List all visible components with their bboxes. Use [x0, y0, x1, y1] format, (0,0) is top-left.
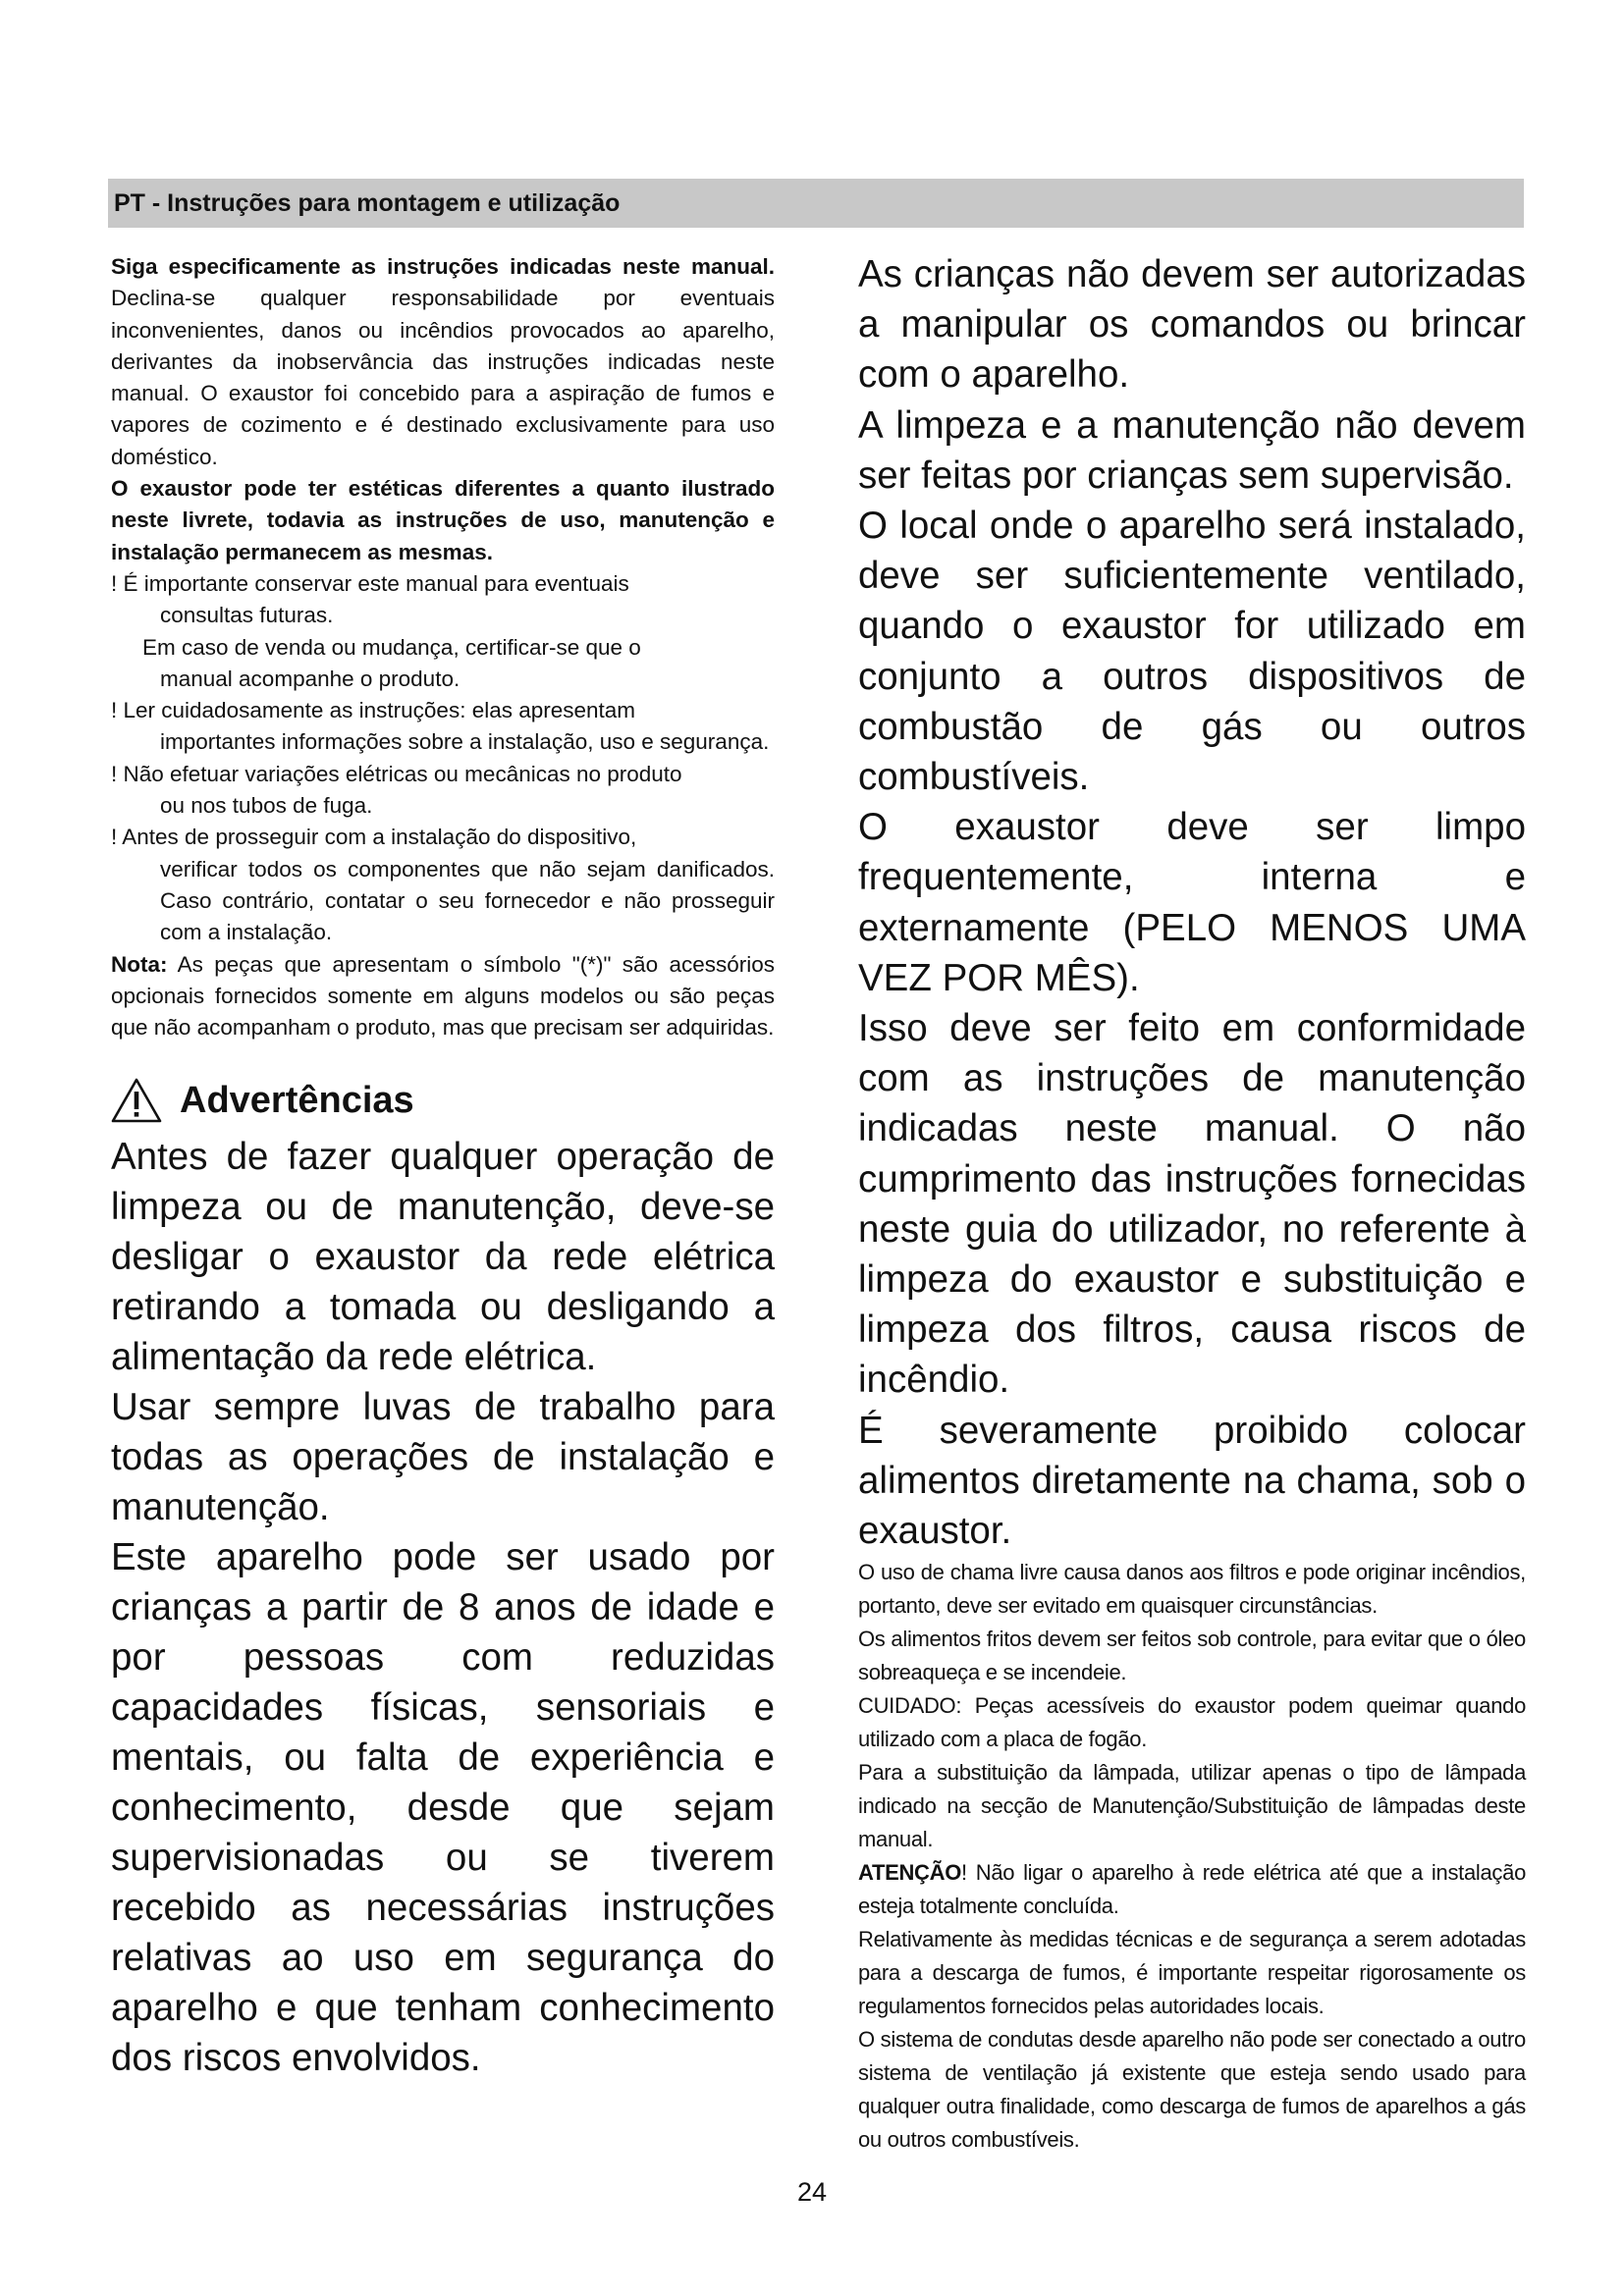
warning-no-flame: É severamente proibido colocar alimentos diretamente na chama, sob o exaustor. — [858, 1409, 1526, 1553]
page-number: 24 — [796, 2177, 828, 2207]
warning-gloves: Usar sempre luvas de trabalho para todas as operações de instalação e manutenção. — [111, 1386, 775, 1529]
section-title: PT - Instruções para montagem e utilização — [114, 189, 621, 217]
attention-text: ! Não ligar o aparelho à rede elétrica até que a instalação esteja totalmente concluída. — [858, 1860, 1526, 1919]
intro-rest: Declina-se qualquer responsabilidade por eventuais inconvenientes, danos ou incêndios provocados ao aparelho, derivantes da inobservância das instruções indicadas neste manual. O exaustor foi concebido para a aspiração de fumos e vapores de cozimento e é destinado exclusivamente para uso doméstico. — [111, 286, 775, 469]
bullet-sale-move — [111, 632, 775, 696]
bullet-continuation: ou nos tubos de fuga. — [160, 793, 373, 819]
bullet-line: ! É importante conservar este manual para eventuais — [111, 570, 629, 596]
bullet-continuation: importantes informações sobre a instalação, uso e segurança. — [160, 729, 770, 755]
bullet-continuation: verificar todos os componentes que não sejam danificados. Caso contrário, contatar o seu fornecedor e não prosseguir com a instalação. — [160, 856, 775, 945]
section-header — [108, 179, 1524, 228]
warning-children-capacity: Este aparelho pode ser usado por crianças a partir de 8 anos de idade e por pessoas com reduzidas capacidades físicas, sensoriais e mentais, ou falta de experiência e conhecimento, desde que sejam supervisionadas ou se tiverem recebido as necessárias instruções relativas ao uso em segurança do aparelho e que tenham conhecimento dos riscos envolvidos. — [111, 1536, 775, 2080]
warning-children-controls: As crianças não devem ser autorizadas a manipular os comandos ou brincar com o aparelho. — [858, 253, 1526, 397]
bullet-keep-manual — [111, 568, 775, 632]
bullet-line: ! Antes de prosseguir com a instalação do dispositivo, — [111, 825, 637, 850]
bullet-line: ! Ler cuidadosamente as instruções: elas apresentam — [111, 698, 636, 723]
left-column — [111, 251, 775, 2083]
intro-bold: Siga especificamente as instruções indicadas neste manual. — [111, 254, 775, 279]
nota-label: Nota: — [111, 951, 168, 977]
bullet-continuation: manual acompanhe o produto. — [160, 666, 460, 691]
bullet-line: ! Não efetuar variações elétricas ou mecânicas no produto — [111, 761, 682, 786]
warnings-title: Advertências — [180, 1080, 414, 1122]
bullet-continuation: consultas futuras. — [160, 603, 334, 628]
warning-cleaning-frequency: O exaustor deve ser limpo frequentemente, interna e externamente (PELO MENOS UMA VEZ POR MÊS). — [858, 806, 1526, 999]
right-column — [858, 249, 1526, 2157]
design-note: O exaustor pode ter estéticas diferentes a quanto ilustrado neste livrete, todavia as instruções de uso, manutenção e instalação permanecem as mesmas. — [111, 476, 775, 564]
warnings-heading — [111, 1075, 775, 1126]
warning-maintenance-compliance: Isso deve ser feito em conformidade com as instruções de manutenção indicadas neste manual. O não cumprimento das instruções fornecidas neste guia do utilizador, no referente à limpeza do exaustor e substituição e limpeza dos filtros, causa riscos de incêndio. — [858, 1007, 1526, 1402]
nota-paragraph — [111, 949, 775, 1044]
intro-paragraph — [111, 251, 775, 473]
bullet-check-components — [111, 822, 775, 948]
note-open-flame: O uso de chama livre causa danos aos filtros e pode originar incêndios, portanto, deve ser evitado em quaisquer circunstâncias. — [858, 1560, 1526, 1619]
bullet-no-modifications — [111, 759, 775, 823]
note-local-regulations: Relativamente às medidas técnicas e de segurança a serem adotadas para a descarga de fumos, é importante respeitar rigorosamente os regulamentos fornecidos pelas autoridades locais. — [858, 1927, 1526, 2019]
note-duct-system: O sistema de condutas desde aparelho não pode ser conectado a outro sistema de ventilação já existente que esteja sendo usado para qualquer outra finalidade, como descarga de fumos de aparelhos a gás ou outros combustíveis. — [858, 2027, 1526, 2153]
bullet-read-instructions — [111, 695, 775, 759]
warning-cleaning-children: A limpeza e a manutenção não devem ser feitas por crianças sem supervisão. — [858, 403, 1526, 497]
note-fried-food: Os alimentos fritos devem ser feitos sob controle, para evitar que o óleo sobreaqueça e se incendeie. — [858, 1627, 1526, 1685]
warning-disconnect: Antes de fazer qualquer operação de limpeza ou de manutenção, deve-se desligar o exaustor da rede elétrica retirando a tomada ou desligando a alimentação da rede elétrica. — [111, 1136, 775, 1379]
note-caution-hot: CUIDADO: Peças acessíveis do exaustor podem queimar quando utilizado com a placa de fogão. — [858, 1693, 1526, 1752]
attention-label: ATENÇÃO — [858, 1860, 962, 1886]
warning-triangle-icon — [111, 1078, 162, 1123]
warning-ventilation: O local onde o aparelho será instalado, deve ser suficientemente ventilado, quando o exaustor for utilizado em conjunto a outros dispositivos de combustão de gás ou outros combustíveis. — [858, 505, 1526, 799]
note-lamp-replacement: Para a substituição da lâmpada, utilizar apenas o tipo de lâmpada indicado na secção de Manutenção/Substituição de lâmpadas deste manual. — [858, 1760, 1526, 1852]
nota-text: As peças que apresentam o símbolo "(*)" são acessórios opcionais fornecidos somente em alguns modelos ou são peças que não acompanham o produto, mas que precisam ser adquiridas. — [111, 951, 775, 1041]
note-attention — [858, 1856, 1526, 1923]
bullet-line: Em caso de venda ou mudança, certificar-se que o — [142, 634, 641, 660]
